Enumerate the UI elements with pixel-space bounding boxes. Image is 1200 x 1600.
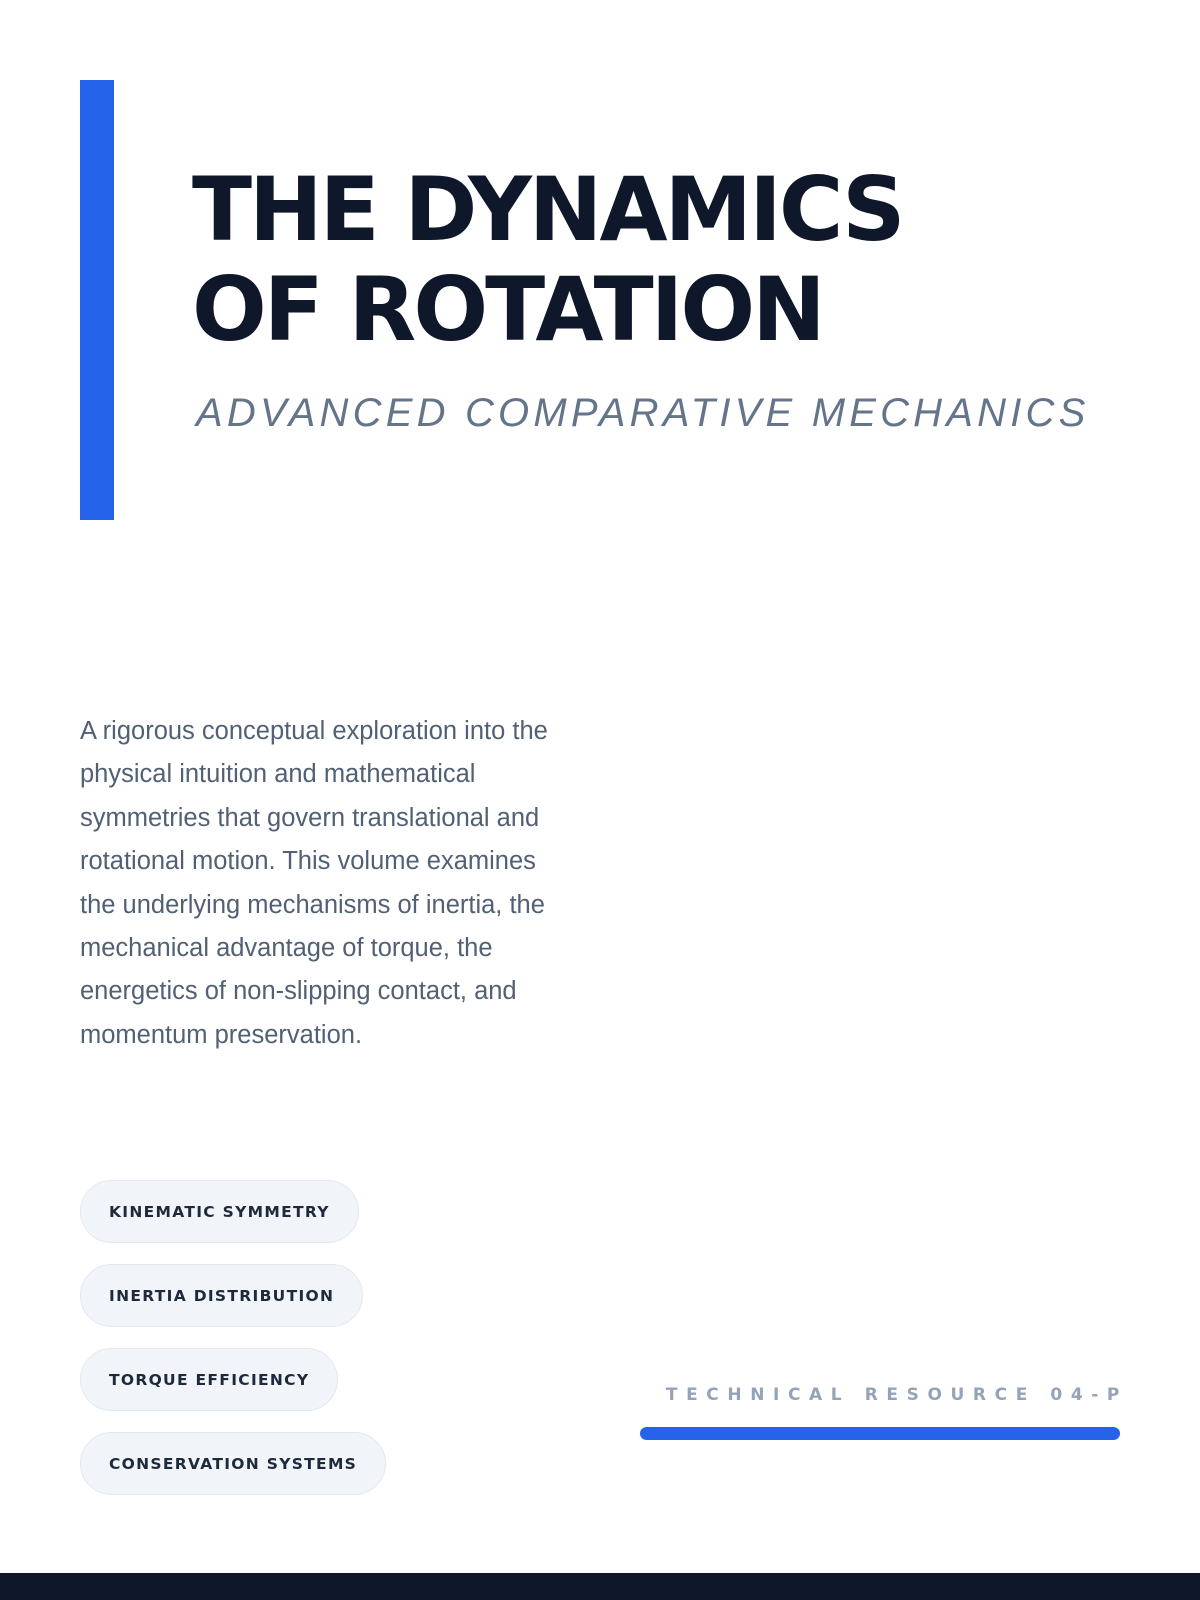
title-line-2: OF ROTATION <box>192 258 823 361</box>
tag-kinematic-symmetry: KINEMATIC SYMMETRY <box>80 1180 359 1243</box>
tag-torque-efficiency: TORQUE EFFICIENCY <box>80 1348 338 1411</box>
accent-bar <box>80 80 114 520</box>
resource-underline <box>640 1427 1120 1440</box>
footer-band <box>0 1573 1200 1600</box>
page-subtitle: ADVANCED COMPARATIVE MECHANICS <box>196 391 1090 435</box>
tag-inertia-distribution: INERTIA DISTRIBUTION <box>80 1264 363 1327</box>
title-line-1: THE DYNAMICS <box>192 158 903 261</box>
tag-list <box>80 1180 386 1495</box>
resource-label: TECHNICAL RESOURCE 04-P <box>665 1385 1128 1405</box>
page-title <box>192 160 1152 360</box>
tag-conservation-systems: CONSERVATION SYSTEMS <box>80 1432 386 1495</box>
description-text: A rigorous conceptual exploration into the physical intuition and mathematical symmetries that govern translational and rotational motion. This volume examines the underlying mechanisms of inertia, the mechanical advantage of torque, the energetics of non-slipping contact, and momentum preservation. <box>80 717 548 1049</box>
